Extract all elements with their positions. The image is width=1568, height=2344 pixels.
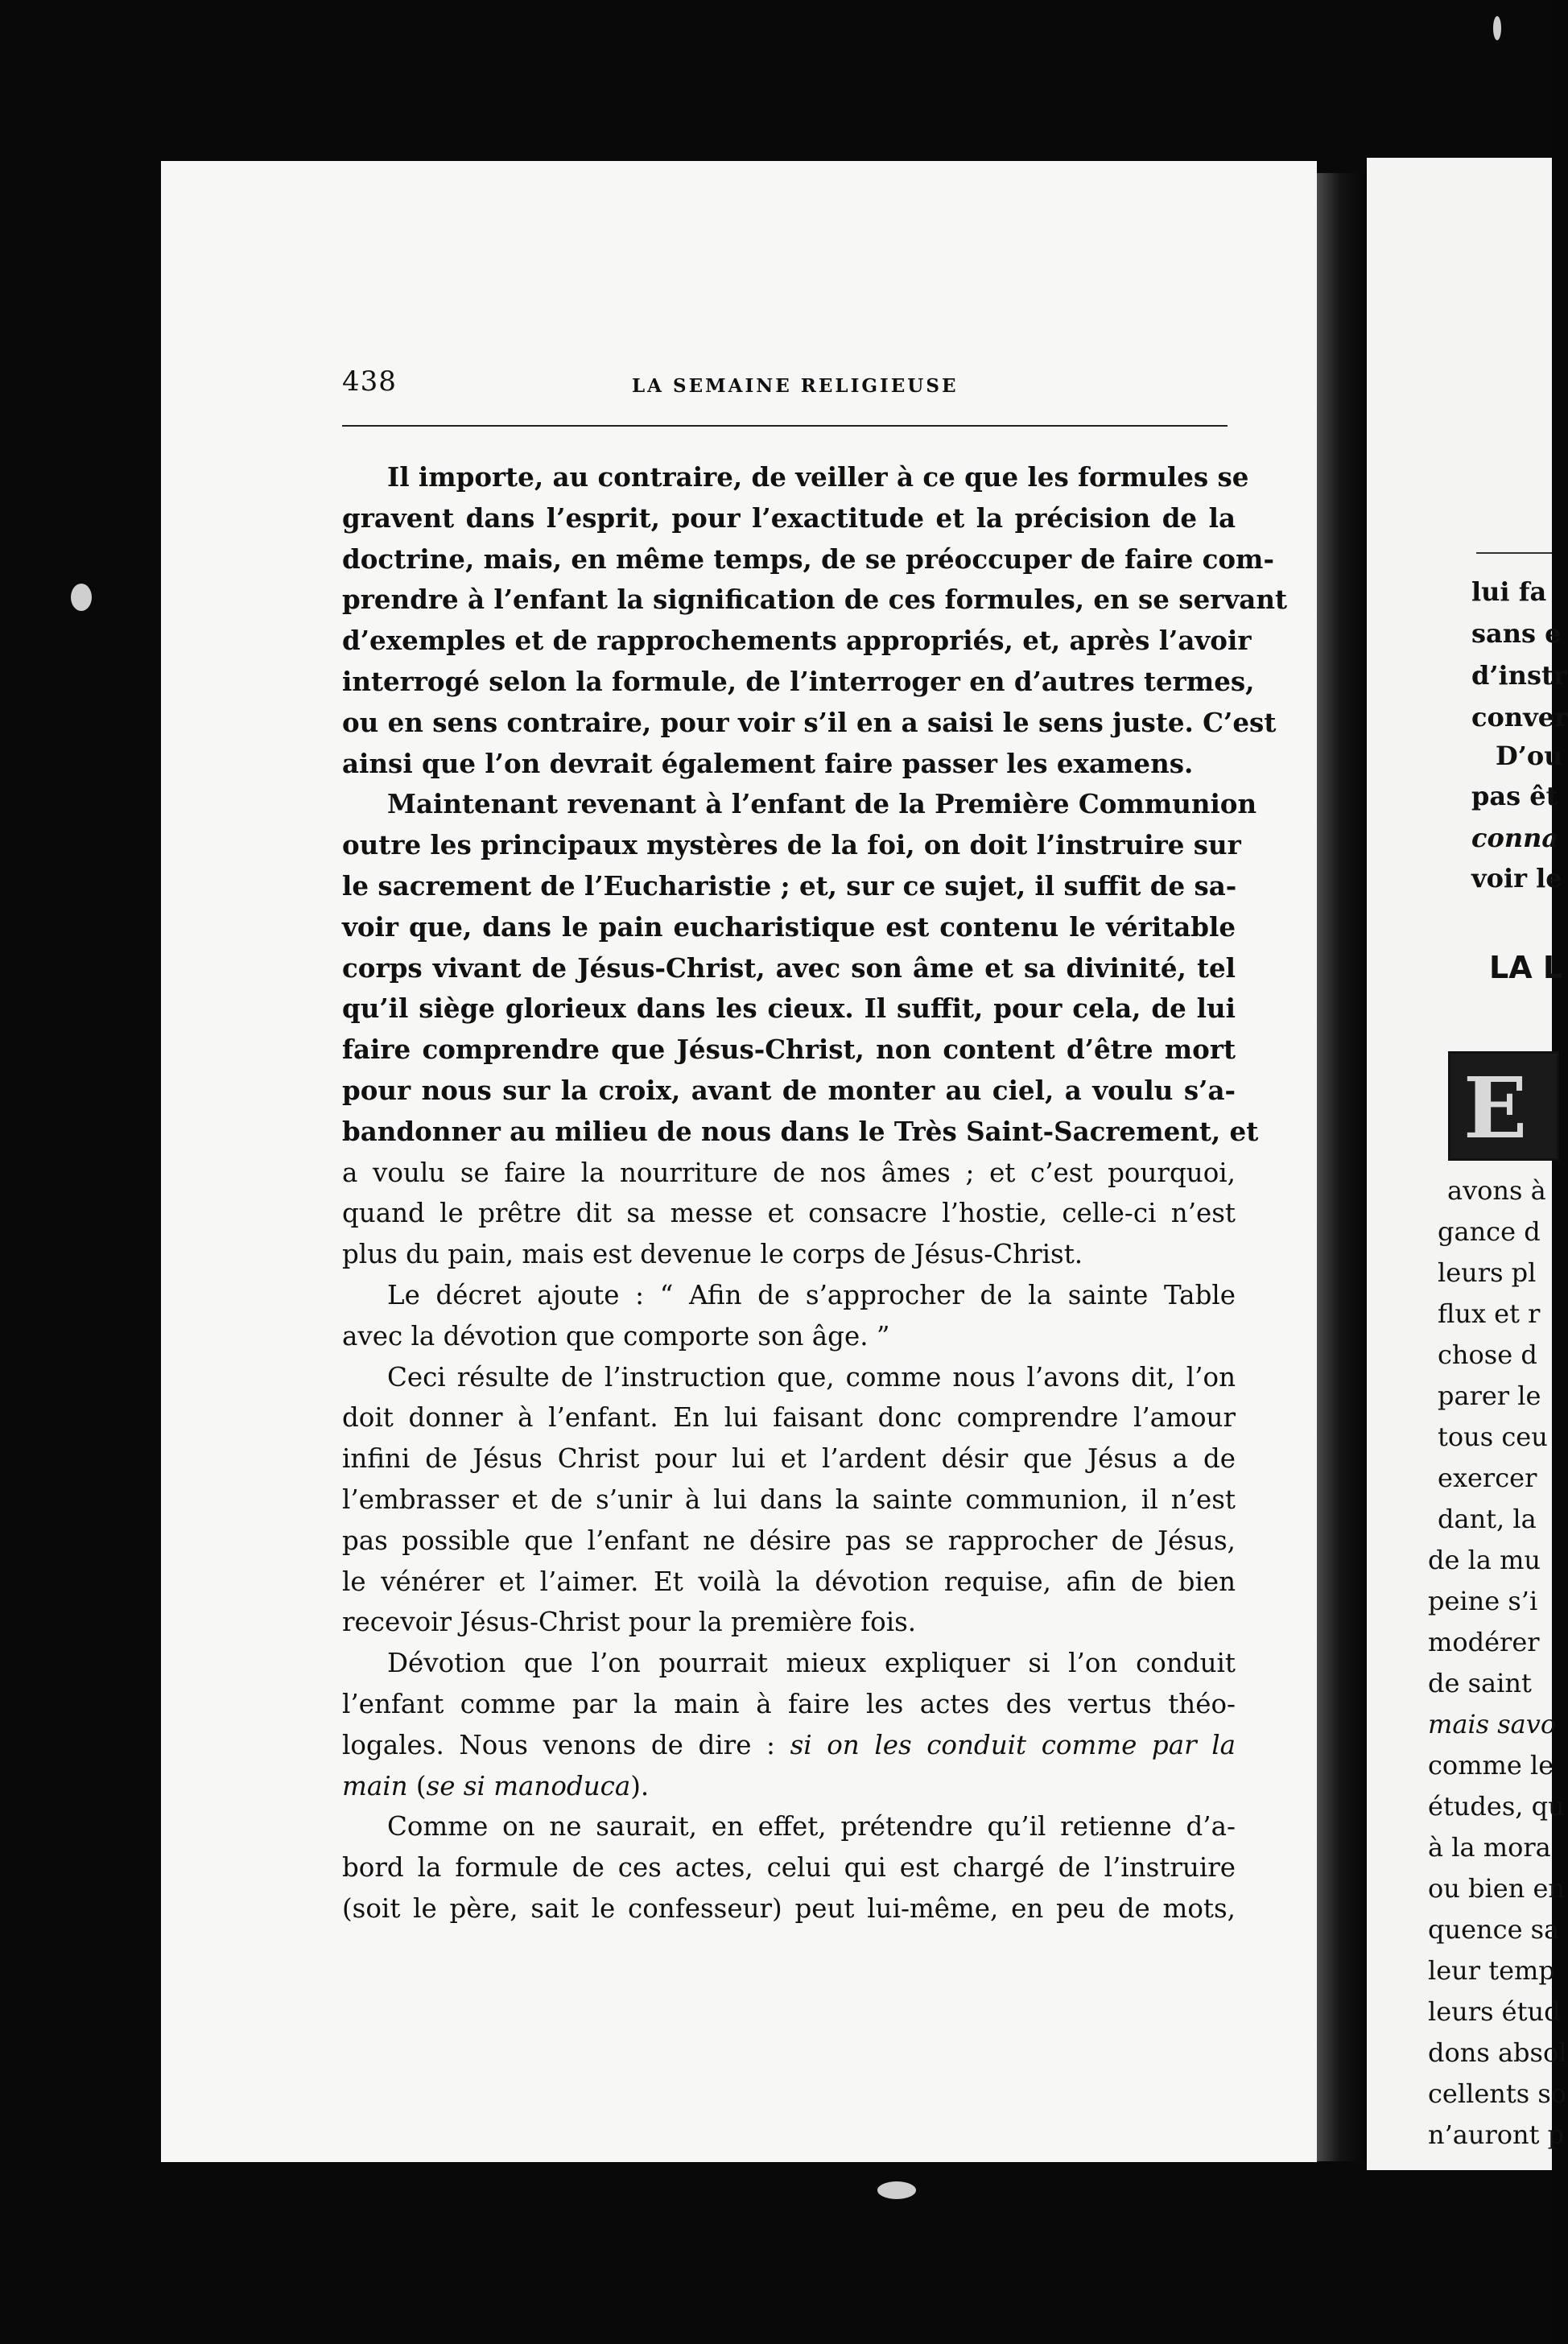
text-line xyxy=(342,988,1236,1030)
text-line xyxy=(342,1847,1236,1888)
text-line: conver xyxy=(1471,702,1568,732)
text-segment: Il importe, au contraire, de veiller à ce que les formules se xyxy=(387,461,1249,493)
text-segment: (soit le père, sait le confesseur) peut lui-même, en peu de mots, xyxy=(342,1892,1236,1924)
text-line: tous ceu xyxy=(1438,1422,1548,1452)
drop-cap-letter: E xyxy=(1463,1059,1528,1158)
running-title: LA SEMAINE RELIGIEUSE xyxy=(632,375,959,397)
text-line xyxy=(342,1357,1236,1398)
text-line xyxy=(342,621,1252,662)
text-line xyxy=(342,1684,1236,1725)
text-line: voir le xyxy=(1471,863,1562,893)
text-line xyxy=(342,1234,1236,1275)
text-line xyxy=(342,1112,1259,1153)
text-segment: l’enfant comme par la main à faire les actes des vertus théo- xyxy=(342,1688,1236,1719)
text-line: études, qu xyxy=(1428,1791,1565,1822)
italic-text: main xyxy=(342,1770,408,1801)
text-line xyxy=(342,580,1287,621)
page-header xyxy=(342,361,1228,417)
text-line xyxy=(342,907,1236,948)
right-header-rule xyxy=(1476,552,1552,554)
text-segment: logales. Nous venons de dire : xyxy=(342,1729,790,1760)
text-line xyxy=(342,1725,1236,1766)
text-segment: d’exemples et de rapprochements appropriés, et, après l’avoir xyxy=(342,625,1252,657)
text-line: mais savo xyxy=(1428,1709,1557,1739)
text-line: d’instr xyxy=(1471,660,1567,691)
text-line xyxy=(342,1397,1236,1438)
text-line: leur temp xyxy=(1428,1955,1555,1986)
text-line xyxy=(342,1602,1236,1643)
text-segment: le vénérer et l’aimer. Et voilà la dévotion requise, afin de bien xyxy=(342,1566,1236,1597)
text-line xyxy=(342,703,1277,744)
text-line: avons à xyxy=(1447,1175,1546,1206)
text-segment: Dévotion que l’on pourrait mieux expliquer si l’on conduit xyxy=(387,1648,1236,1679)
text-segment: doit donner à l’enfant. En lui faisant donc comprendre l’amour xyxy=(342,1402,1236,1434)
text-line: dons absol xyxy=(1428,2037,1567,2068)
text-line: exercer xyxy=(1438,1463,1537,1493)
italic-text: si on les conduit comme par la xyxy=(790,1729,1236,1760)
text-segment: le sacrement de l’Eucharistie ; et, sur ce sujet, il suffit de sa- xyxy=(342,869,1237,902)
text-line: dant, la xyxy=(1438,1504,1537,1534)
dust-speck xyxy=(877,2181,916,2199)
text-segment: a voulu se faire la nourriture de nos âmes ; et c’est pourquoi, xyxy=(342,1157,1236,1188)
text-line xyxy=(342,1888,1236,1929)
text-line xyxy=(342,1521,1236,1562)
text-segment: plus du pain, mais est devenue le corps de Jésus-Christ. xyxy=(342,1239,1083,1270)
text-line xyxy=(342,1806,1236,1847)
text-line: D’ou xyxy=(1496,741,1563,771)
text-line: chose d xyxy=(1438,1339,1537,1370)
text-line: de la mu xyxy=(1428,1545,1541,1575)
text-line: cellents so xyxy=(1428,2078,1567,2109)
text-segment: doctrine, mais, en même temps, de se préoccuper de faire com- xyxy=(342,543,1274,575)
text-line xyxy=(342,1071,1236,1112)
page-number: 438 xyxy=(342,365,397,398)
text-line xyxy=(342,866,1236,907)
text-line xyxy=(342,784,1257,825)
text-segment: interrogé selon la formule, de l’interroger en d’autres termes, xyxy=(342,665,1255,697)
text-segment: qu’il siège glorieux dans les cieux. Il suffit, pour cela, de lui xyxy=(342,992,1236,1025)
text-line xyxy=(342,457,1249,498)
text-line: de saint xyxy=(1428,1668,1532,1698)
dust-speck xyxy=(71,584,92,611)
text-segment: ou en sens contraire, pour voir s’il en a saisi le sens juste. C’est xyxy=(342,706,1277,738)
text-segment: faire comprendre que Jésus-Christ, non content d’être mort xyxy=(342,1034,1236,1066)
ornamental-drop-cap xyxy=(1448,1051,1559,1161)
text-segment: Ceci résulte de l’instruction que, comme nous l’avons dit, l’on xyxy=(387,1361,1236,1393)
text-line: conna xyxy=(1471,823,1559,853)
text-line: lui fa xyxy=(1471,576,1547,607)
text-line xyxy=(342,1275,1236,1316)
text-line: n’auront p xyxy=(1428,2119,1565,2150)
text-line: comme le xyxy=(1428,1750,1554,1781)
text-segment: l’embrasser et de s’unir à lui dans la sainte communion, il n’est xyxy=(342,1484,1236,1515)
text-line: parer le xyxy=(1438,1380,1541,1411)
text-line: peine s’i xyxy=(1428,1586,1538,1616)
text-line xyxy=(342,1438,1236,1479)
text-line: à la mora xyxy=(1428,1832,1551,1863)
text-segment: pour nous sur la croix, avant de monter au ciel, a voulu s’a- xyxy=(342,1074,1236,1106)
right-section-heading: LA L xyxy=(1489,950,1563,985)
text-line: modérer xyxy=(1428,1627,1540,1657)
header-rule xyxy=(342,425,1228,427)
text-line: gance d xyxy=(1438,1216,1541,1247)
text-segment: pas possible que l’enfant ne désire pas se rapprocher de Jésus, xyxy=(342,1525,1236,1556)
text-segment: Comme on ne saurait, en effet, prétendre qu’il retienne d’a- xyxy=(387,1811,1236,1843)
text-line xyxy=(342,662,1255,703)
text-segment: Maintenant revenant à l’enfant de la Première Communion xyxy=(387,788,1257,820)
text-line xyxy=(342,1479,1236,1521)
right-page-fragment xyxy=(1367,158,1568,2170)
text-segment: ainsi que l’on devrait également faire passer les examens. xyxy=(342,747,1194,779)
italic-text: se si manoduca xyxy=(426,1770,631,1801)
text-line: sans e xyxy=(1471,618,1562,649)
text-segment: bandonner au milieu de nous dans le Très Saint-Sacrement, et xyxy=(342,1115,1259,1147)
body-text xyxy=(342,457,1287,1929)
text-line xyxy=(342,948,1236,989)
text-segment: infini de Jésus Christ pour lui et l’ardent désir que Jésus a de xyxy=(342,1443,1236,1475)
text-line: leurs pl xyxy=(1438,1257,1537,1288)
text-segment: avec la dévotion que comporte son âge. ” xyxy=(342,1320,890,1352)
text-segment: gravent dans l’esprit, pour l’exactitude et la précision de la xyxy=(342,501,1236,534)
text-line xyxy=(342,1193,1236,1234)
text-line: pas êt xyxy=(1471,781,1558,811)
text-line xyxy=(342,1643,1236,1684)
text-line: ou bien en xyxy=(1428,1873,1566,1904)
text-segment: voir que, dans le pain eucharistique est contenu le véritable xyxy=(342,910,1236,943)
text-line xyxy=(342,825,1241,866)
text-segment: outre les principaux mystères de la foi, on doit l’instruire sur xyxy=(342,829,1241,861)
text-line: flux et r xyxy=(1438,1298,1541,1329)
text-line xyxy=(342,498,1236,539)
dust-speck xyxy=(1493,16,1501,40)
text-segment: recevoir Jésus-Christ pour la première fois. xyxy=(342,1607,917,1638)
text-segment: ). xyxy=(630,1770,650,1801)
text-line xyxy=(342,1562,1236,1603)
book-gutter xyxy=(1317,173,1367,2161)
text-segment: quand le prêtre dit sa messe et consacre l’hostie, celle-ci n’est xyxy=(342,1198,1236,1229)
text-line xyxy=(342,1316,1236,1357)
text-segment: bord la formule de ces actes, celui qui est chargé de l’instruire xyxy=(342,1852,1236,1884)
text-segment: Le décret ajoute : “ Afin de s’approcher de la sainte Table xyxy=(387,1279,1236,1310)
text-line xyxy=(342,1153,1236,1194)
text-segment: prendre à l’enfant la signification de ces formules, en se servant xyxy=(342,584,1287,616)
text-line: leurs étud xyxy=(1428,1996,1561,2027)
text-segment: ( xyxy=(407,1770,427,1801)
text-line xyxy=(342,1766,1236,1807)
text-line xyxy=(342,539,1274,580)
text-line xyxy=(342,744,1236,785)
text-line xyxy=(342,1030,1236,1071)
text-line: quence sa xyxy=(1428,1914,1560,1945)
text-segment: corps vivant de Jésus-Christ, avec son âme et sa divinité, tel xyxy=(342,951,1236,984)
